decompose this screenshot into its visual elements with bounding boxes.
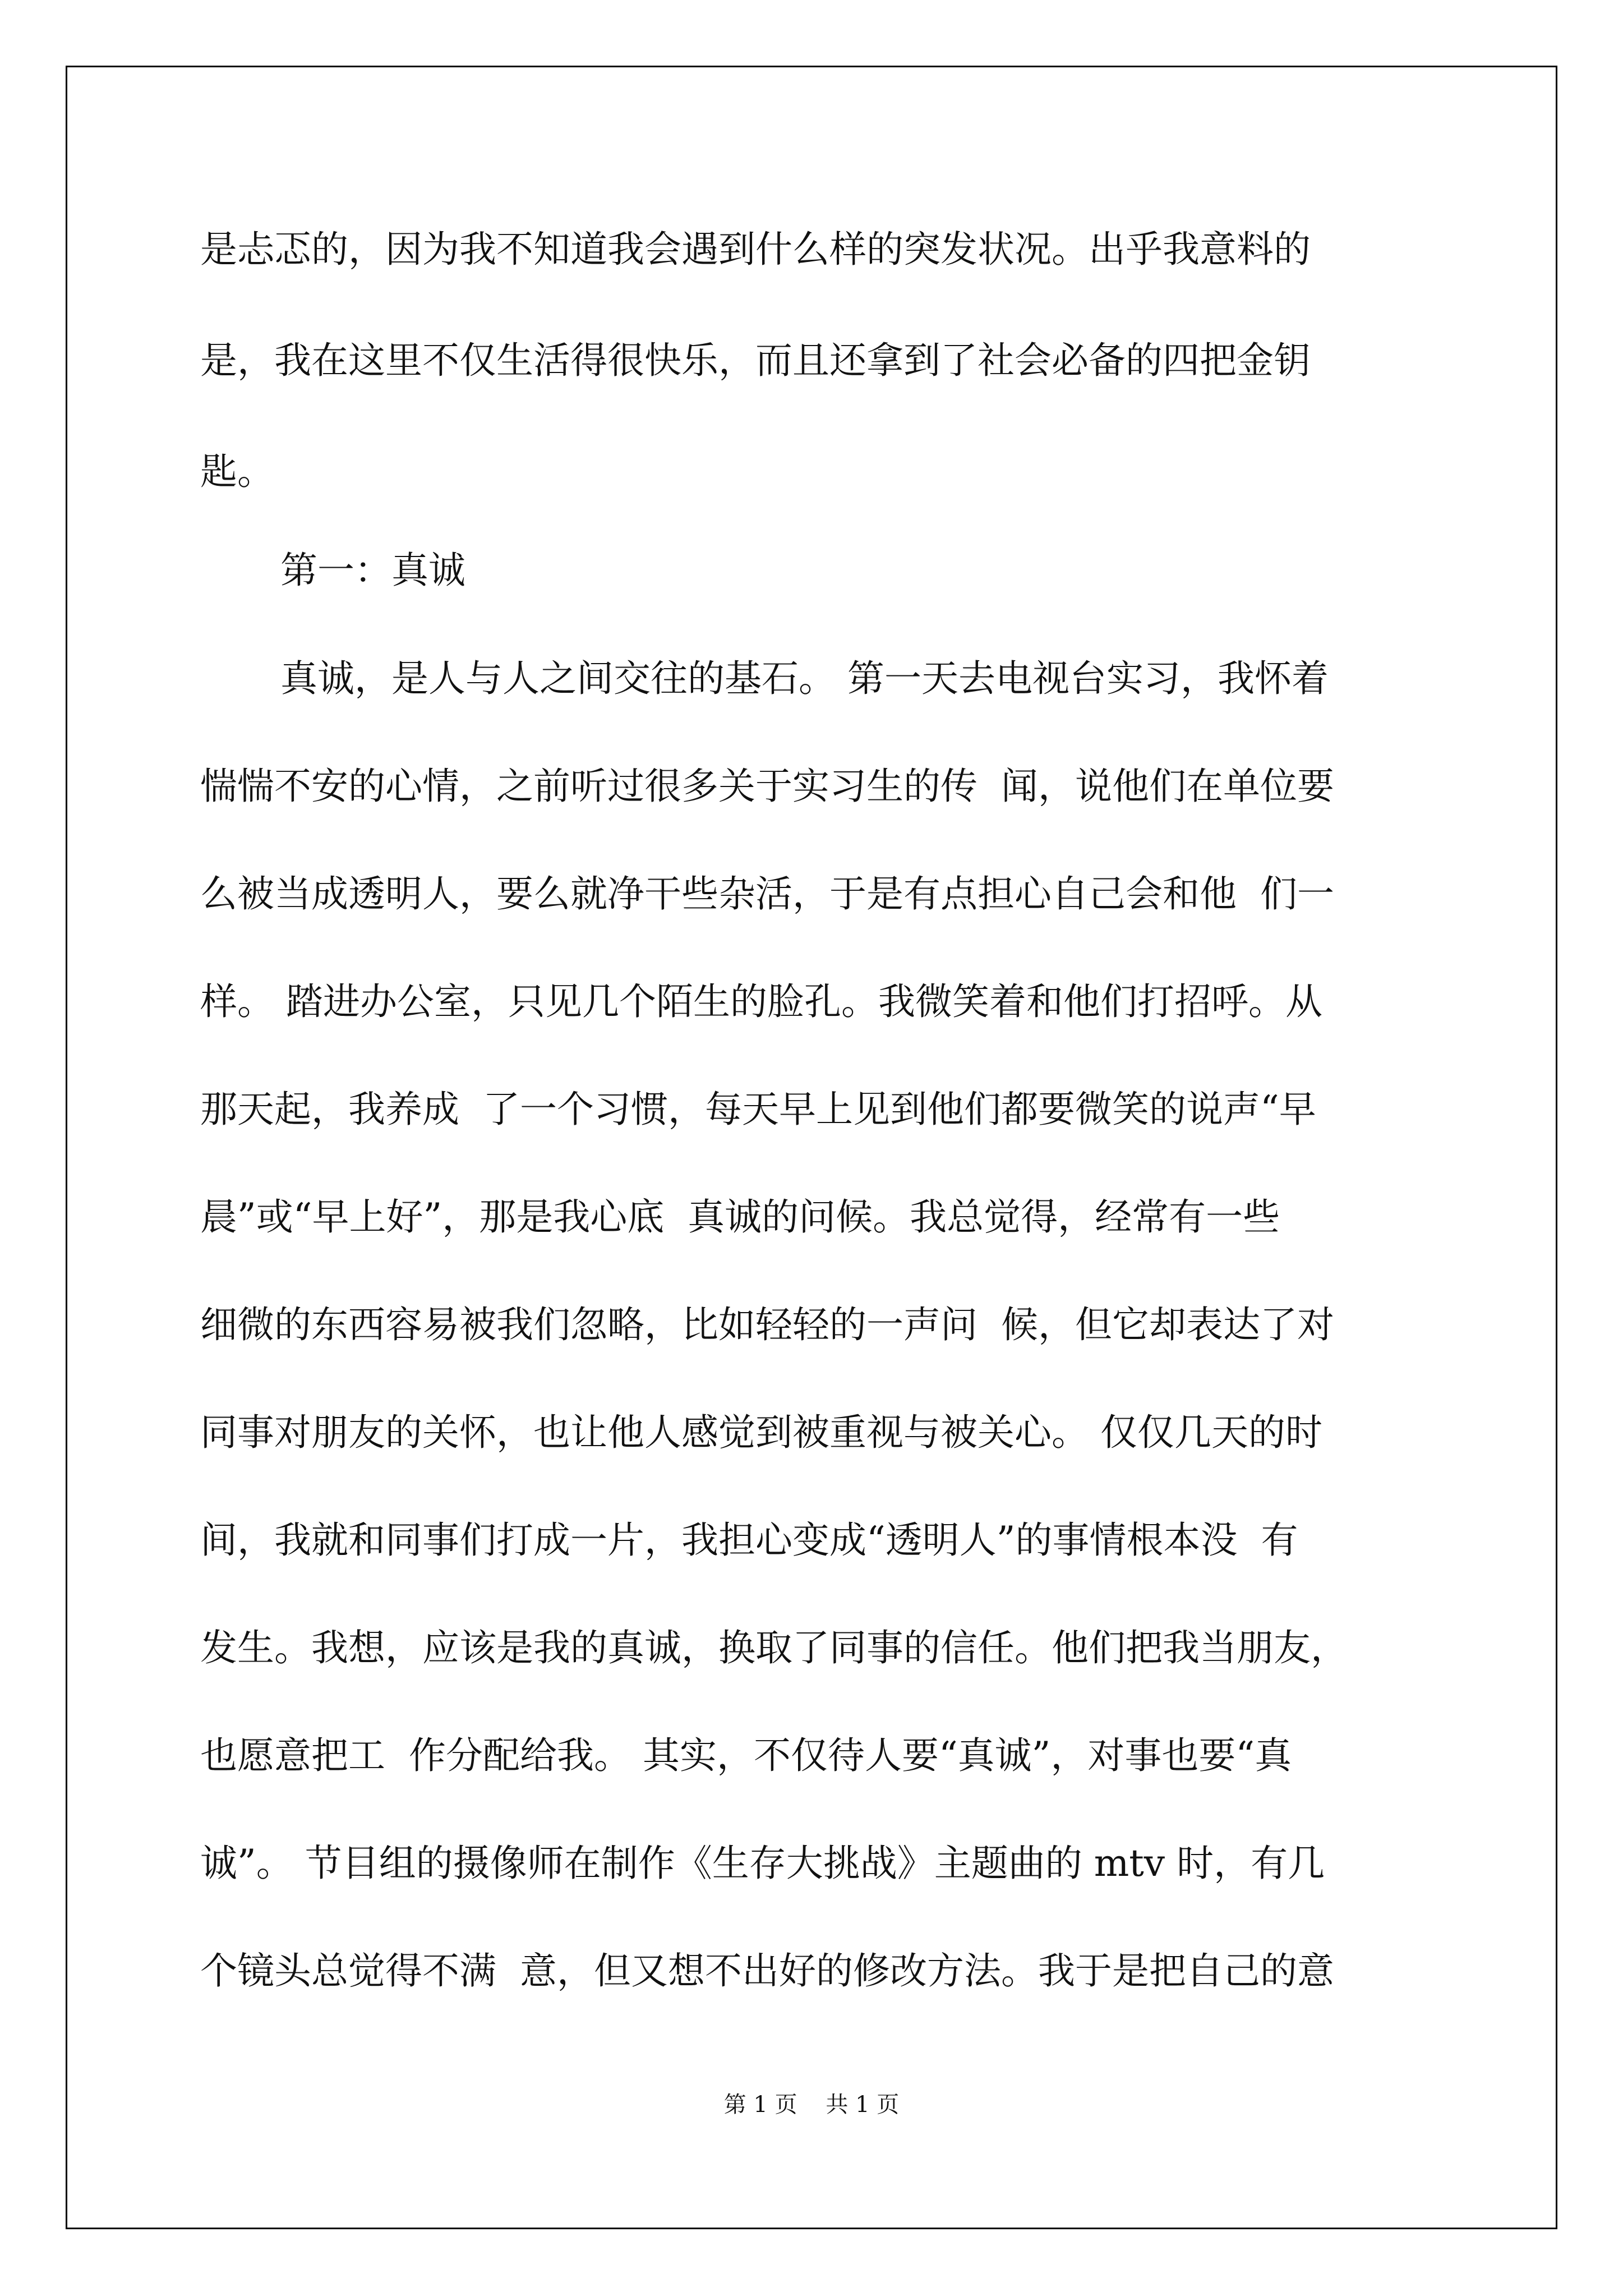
text-line: 晨”或“早上好”，那是我心底 真诚的问候。我总觉得，经常有一些 (200, 1195, 1280, 1239)
text-line: 惴惴不安的心情，之前听过很多关于实习生的传 闻，说他们在单位要 (200, 765, 1334, 808)
section-heading: 第一：真诚 (280, 549, 465, 592)
page-border (66, 66, 1557, 2229)
text-line: 样。 踏进办公室，只见几个陌生的脸孔。我微笑着和他们打招呼。从 (200, 980, 1322, 1023)
page-number: 第 1 页 共 1 页 (723, 2092, 900, 2118)
text-line: 发生。我想，应该是我的真诚，换取了同事的信任。他们把我当朋友， (200, 1626, 1348, 1669)
text-line: 么被当成透明人，要么就净干些杂活，于是有点担心自己会和他 们一 (200, 872, 1334, 915)
text-line: 同事对朋友的关怀，也让他人感觉到被重视与被关心。 仅仅几天的时 (200, 1411, 1322, 1454)
text-line: 真诚，是人与人之间交往的基石。 第一天去电视台实习，我怀着 (280, 657, 1329, 700)
text-line: 那天起，我养成 了一个习惯，每天早上见到他们都要微笑的说声“早 (200, 1088, 1316, 1131)
text-line: 个镜头总觉得不满 意，但又想不出好的修改方法。我于是把自己的意 (200, 1949, 1334, 1993)
text-line: 诚”。 节目组的摄像师在制作《生存大挑战》主题曲的 mtv 时，有几 (200, 1842, 1325, 1885)
text-line: 是，我在这里不仅生活得很快乐，而且还拿到了社会必备的四把金钥 (200, 339, 1311, 382)
text-line: 也愿意把工 作分配给我。 其实，不仅待人要“真诚”，对事也要“真 (200, 1734, 1292, 1777)
text-line: 间，我就和同事们打成一片，我担心变成“透明人”的事情根本没 有 (200, 1519, 1298, 1562)
text-line: 细微的东西容易被我们忽略，比如轻轻的一声问 候，但它却表达了对 (200, 1303, 1334, 1346)
text-line: 是忐忑的，因为我不知道我会遇到什么样的突发状况。出乎我意料的 (200, 228, 1311, 271)
text-line: 匙。 (200, 450, 274, 493)
